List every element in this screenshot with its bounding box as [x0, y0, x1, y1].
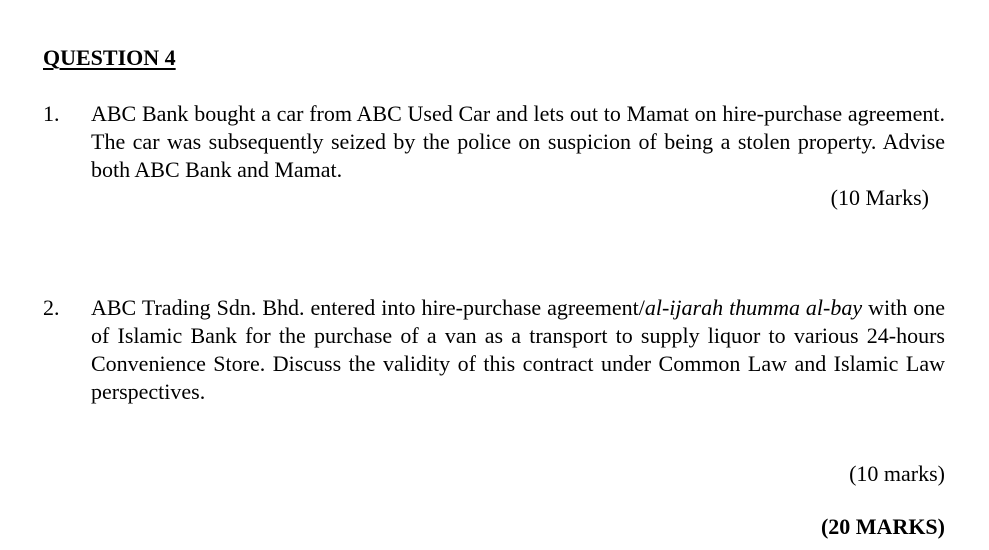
question-2-text-before: ABC Trading Sdn. Bhd. entered into hire-purchase agreement/ — [91, 295, 645, 320]
question-2-marks: (10 marks) — [849, 461, 945, 486]
question-heading: QUESTION 4 — [43, 45, 176, 70]
question-1-text: ABC Bank bought a car from ABC Used Car and lets out to Mamat on hire-purchase agreement. The car was subsequently seized by the police on suspicion of being a stolen property. Advise both ABC Bank and Mamat. — [91, 101, 945, 182]
question-2-text-after: with one of Islamic Bank for the purchase of a van as a transport to supply liquor to various 24-hours Convenience Store. Discuss the validity of this contract under Common Law and Islamic Law perspectives. — [91, 295, 945, 404]
total-marks: (20 MARKS) — [820, 514, 945, 539]
question-1-number: 1. — [43, 101, 60, 126]
question-2-text — [91, 294, 945, 406]
question-2-number: 2. — [43, 295, 60, 320]
question-2-italic-term: al-ijarah thumma al-bay — [644, 295, 863, 320]
question-1-marks: (10 Marks) — [830, 185, 929, 210]
